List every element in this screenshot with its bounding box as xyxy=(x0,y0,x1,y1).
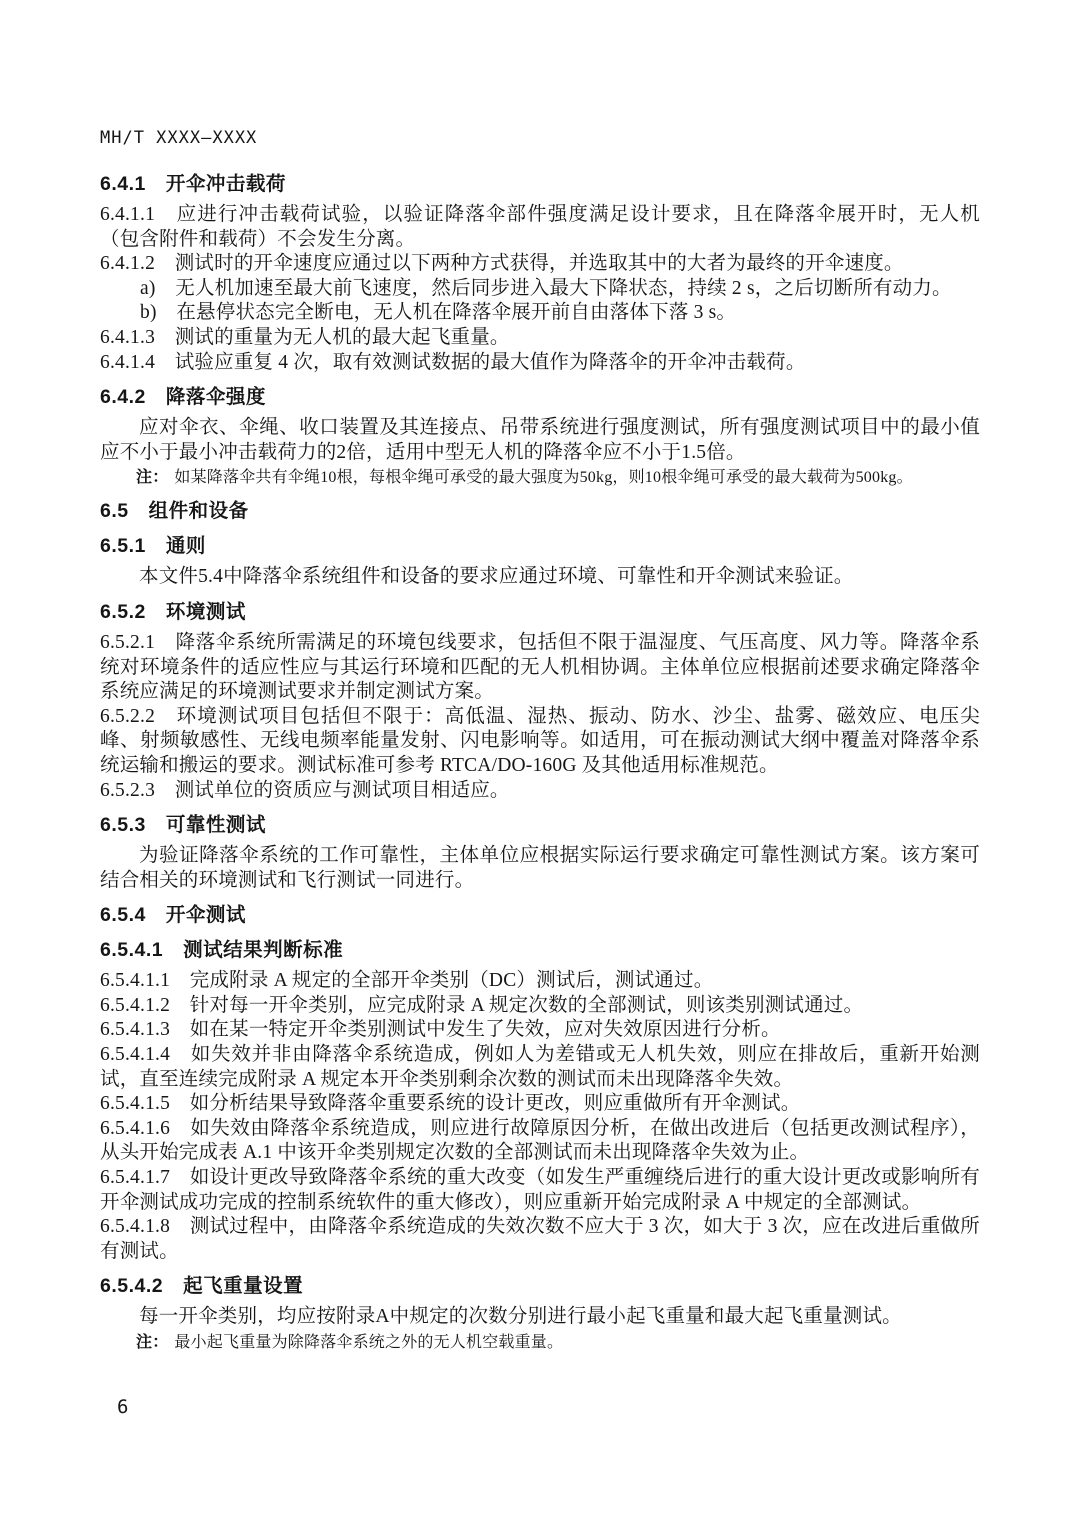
clause-paragraph: 6.5.4.1.3 如在某一特定开伞类别测试中发生了失效，应对失效原因进行分析。 xyxy=(100,1019,781,1041)
body-paragraph: 每一开伞类别，均应按附录A中规定的次数分别进行最小起飞重量和最大起飞重量测试。 xyxy=(139,1306,902,1328)
body-paragraph: 本文件5.4中降落伞系统组件和设备的要求应通过环境、可靠性和开伞测试来验证。 xyxy=(139,566,854,588)
note-label: 注： xyxy=(136,1334,169,1351)
clause-paragraph: 6.4.1.3 测试的重量为无人机的最大起飞重量。 xyxy=(100,326,510,348)
page-number: 6 xyxy=(117,1396,129,1418)
clause-heading: 6.5.1 通则 xyxy=(100,535,206,558)
list-item: b) 在悬停状态完全断电，无人机在降落伞展开前自由落体下落 3 s。 xyxy=(140,302,737,324)
clause-paragraph: 6.5.2.2 环境测试项目包括但不限于：高低温、湿热、振动、防水、沙尘、盐雾、磁效应、电压尖峰、射频敏感性、无线电频率能量发射、闪电影响等。如适用，可在振动测试大纲中覆盖对降落伞系统运输和搬运的要求。测试标准可参考 RTCA/DO-160G 及其他适用标准规范。 xyxy=(100,705,980,776)
clause-paragraph: 6.5.4.1.6 如失效由降落伞系统造成，则应进行故障原因分析，在做出改进后（包括更改测试程序），从头开始完成表 A.1 中该开伞类别规定次数的全部测试而未出现降落伞失效为止。 xyxy=(100,1117,980,1164)
clause-paragraph: 6.5.4.1.2 针对每一开伞类别，应完成附录 A 规定次数的全部测试，则该类别测试通过。 xyxy=(100,994,864,1016)
clause-paragraph: 6.5.4.1.8 测试过程中，由降落伞系统造成的失效次数不应大于 3 次，如大于 3 次，应在改进后重做所有测试。 xyxy=(100,1216,980,1262)
note-text: 最小起飞重量为除降落伞系统之外的无人机空载重量。 xyxy=(174,1334,564,1351)
clause-paragraph: 6.5.2.1 降落伞系统所需满足的环境包线要求，包括但不限于温湿度、气压高度、风力等。降落伞系统对环境条件的适应性应与其运行环境和匹配的无人机相协调。主体单位应根据前述要求确定降落伞系统应满足的环境测试要求并制定测试方案。 xyxy=(100,631,980,703)
clause-heading: 6.5.3 可靠性测试 xyxy=(100,814,266,837)
clause-paragraph: 6.5.4.1.5 如分析结果导致降落伞重要系统的设计更改，则应重做所有开伞测试。 xyxy=(100,1093,801,1115)
doc-number-header: MH/T XXXX—XXXX xyxy=(100,128,258,148)
clause-heading: 6.5.4.1 测试结果判断标准 xyxy=(100,939,344,962)
clause-paragraph: 6.5.4.1.7 如设计更改导致降落伞系统的重大改变（如发生严重缠绕后进行的重大设计更改或影响所有开伞测试成功完成的控制系统软件的重大修改），则应重新开始完成附录 A 中规定的全部测试。 xyxy=(100,1167,980,1213)
clause-paragraph: 6.4.1.1 应进行冲击载荷试验，以验证降落伞部件强度满足设计要求，且在降落伞展开时，无人机（包含附件和载荷）不会发生分离。 xyxy=(100,204,980,250)
clause-paragraph: 6.5.4.1.4 如失效并非由降落伞系统造成，例如人为差错或无人机失效，则应在排故后，重新开始测试，直至连续完成附录 A 规定本开伞类别剩余次数的测试而未出现降落伞失效。 xyxy=(100,1044,980,1090)
note-label: 注： xyxy=(136,469,169,487)
note-text: 如某降落伞共有伞绳10根，每根伞绳可承受的最大强度为50kg，则10根伞绳可承受的最大载荷为500kg。 xyxy=(174,469,913,487)
note xyxy=(100,467,980,489)
clause-paragraph: 6.4.1.4 试验应重复 4 次，取有效测试数据的最大值作为降落伞的开伞冲击载荷。 xyxy=(100,351,806,373)
list-item: a) 无人机加速至最大前飞速度，然后同步进入最大下降状态，持续 2 s，之后切断所有动力。 xyxy=(140,277,952,299)
body-paragraph: 应对伞衣、伞绳、收口装置及其连接点、吊带系统进行强度测试，所有强度测试项目中的最小值应不小于最小冲击载荷力的2倍，适用中型无人机的降落伞应不小于1.5倍。 xyxy=(100,417,980,463)
clause-paragraph: 6.4.1.2 测试时的开伞速度应通过以下两种方式获得，并选取其中的大者为最终的开伞速度。 xyxy=(100,253,904,275)
clause-heading: 6.5.4.2 起飞重量设置 xyxy=(100,1275,304,1298)
clause-paragraph: 6.5.4.1.1 完成附录 A 规定的全部开伞类别（DC）测试后，测试通过。 xyxy=(100,970,714,992)
document-content xyxy=(100,172,980,1354)
clause-heading: 6.5 组件和设备 xyxy=(100,500,249,523)
clause-heading: 6.5.2 环境测试 xyxy=(100,600,246,623)
clause-heading: 6.4.2 降落伞强度 xyxy=(100,386,266,409)
clause-heading: 6.4.1 开伞冲击载荷 xyxy=(100,173,286,195)
note xyxy=(100,1332,980,1354)
clause-paragraph: 6.5.2.3 测试单位的资质应与测试项目相适应。 xyxy=(100,779,510,801)
clause-heading: 6.5.4 开伞测试 xyxy=(100,904,246,927)
body-paragraph: 为验证降落伞系统的工作可靠性，主体单位应根据实际运行要求确定可靠性测试方案。该方案可结合相关的环境测试和飞行测试一同进行。 xyxy=(100,845,980,891)
